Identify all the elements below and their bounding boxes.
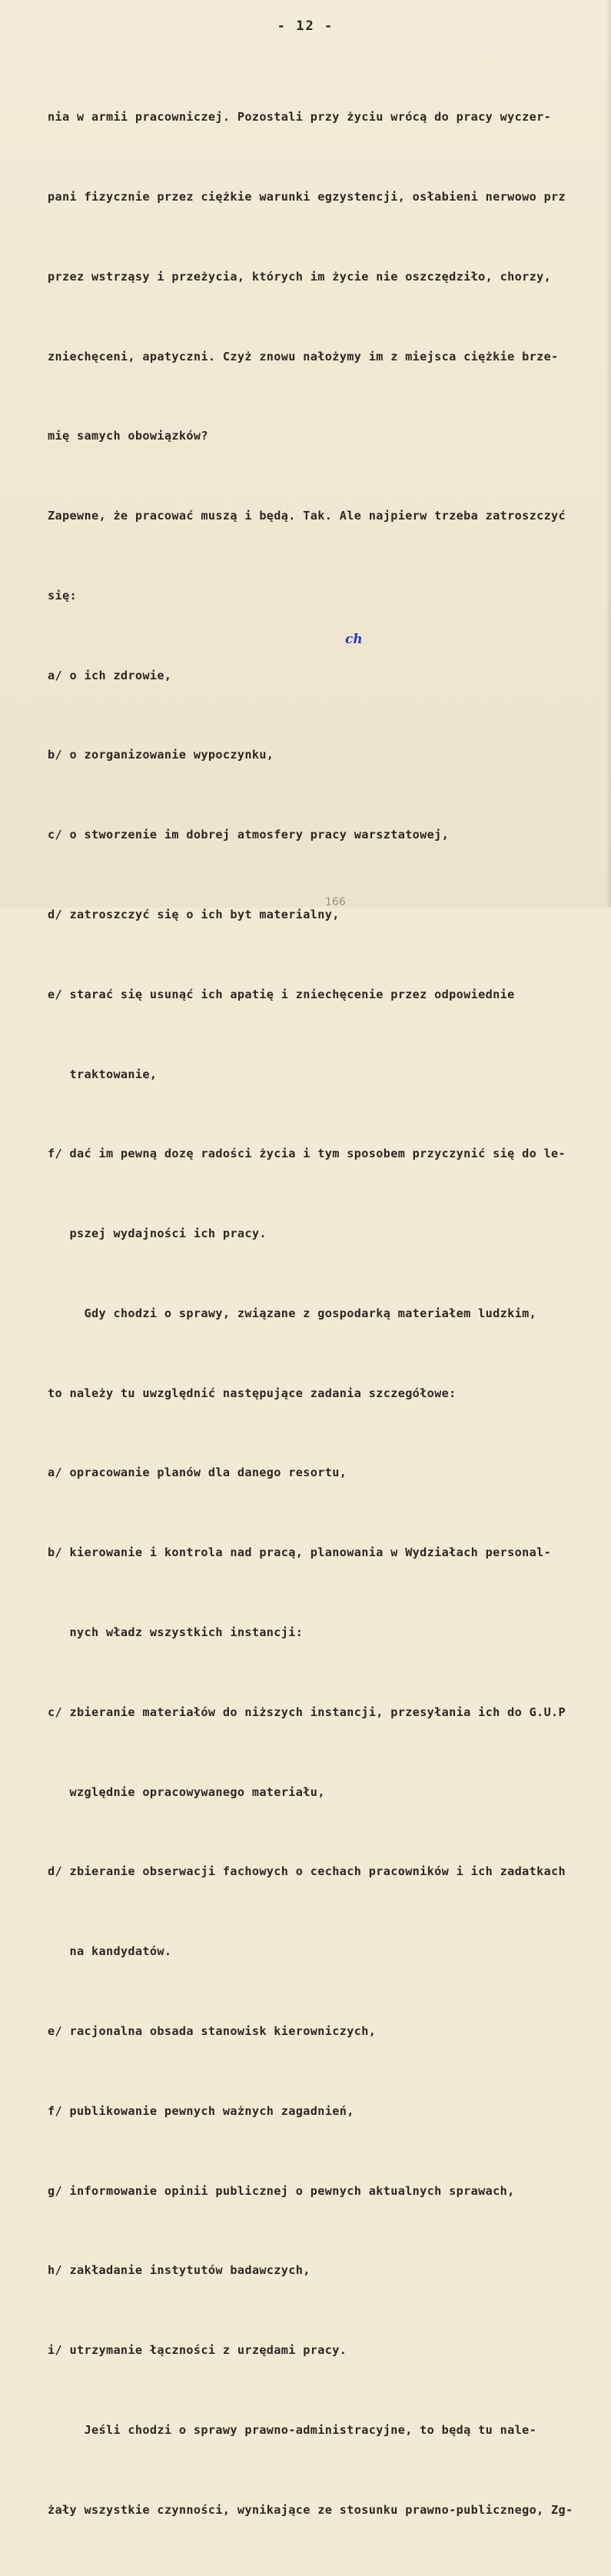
- text-line: nia w armii pracowniczej. Pozostali przy życiu wrócą do pracy wyczer-: [48, 110, 552, 124]
- list-item: f/ dać im pewną dozę radości życia i tym sposobem przyczynić się do le-: [48, 1147, 566, 1161]
- text-line: się:: [48, 588, 77, 603]
- text-line: Zapewne, że pracować muszą i będą. Tak. Ale najpierw trzeba zatroszczyć: [48, 509, 566, 523]
- text-line: Jeśli chodzi o sprawy prawno-administracyjne, to będą tu nale-: [48, 2422, 537, 2437]
- list-item: a/ o ich zdrowie,: [48, 668, 172, 682]
- list-item: d/ zbieranie obserwacji fachowych o cechach pracowników i ich zadatkach: [48, 1864, 566, 1879]
- list-item: i/ utrzymanie łączności z urzędami pracy.: [48, 2343, 347, 2358]
- text-line: pani fizycznie przez ciężkie warunki egzystencji, osłabieni nerwowo prz: [48, 189, 566, 204]
- text-line: to należy tu uwzględnić następujące zadania szczegółowe:: [48, 1386, 457, 1400]
- text-line: mię samych obowiązków?: [48, 429, 208, 443]
- archive-page-mark: 166: [325, 896, 346, 908]
- list-item-continuation: nych władz wszystkich instancji:: [48, 1625, 304, 1640]
- list-item: e/ starać się usunąć ich apatię i zniechęcenie przez odpowiednie: [48, 987, 515, 1001]
- page-edge-shadow: [606, 0, 611, 908]
- list-item: b/ kierowanie i kontrola nad pracą, planowania w Wydziałach personal-: [48, 1545, 552, 1560]
- list-item: f/ publikowanie pewnych ważnych zagadnień,: [48, 2103, 354, 2118]
- list-item: b/ o zorganizowanie wypoczynku,: [48, 748, 274, 762]
- text-line: żały wszystkie czynności, wynikające ze stosunku prawno-publicznego, Zg-: [48, 2502, 573, 2517]
- handwritten-correction: ch: [345, 632, 363, 647]
- list-item: e/ racjonalna obsada stanowisk kierowniczych,: [48, 2023, 377, 2038]
- list-item: d/ zatroszczyć się o ich byt materialny,: [48, 908, 340, 921]
- list-item: g/ informowanie opinii publicznej o pewnych aktualnych sprawach,: [48, 2183, 515, 2198]
- list-item-continuation: na kandydatów.: [48, 1944, 172, 1959]
- text-line: przez wstrząsy i przeżycia, których im życie nie oszczędziło, chorzy,: [48, 269, 552, 284]
- list-item: a/ opracowanie planów dla danego resortu,: [48, 1466, 347, 1480]
- list-item: h/ zakładanie instytutów badawczych,: [48, 2263, 310, 2278]
- text-line: Gdy chodzi o sprawy, związane z gospodarką materiałem ludzkim,: [48, 1306, 537, 1320]
- page-number: - 12 -: [277, 18, 334, 34]
- list-item: c/ zbieranie materiałów do niższych instancji, przesyłania ich do G.U.P: [48, 1705, 566, 1719]
- list-item-continuation: pszej wydajności ich pracy.: [48, 1227, 267, 1241]
- list-item-continuation: względnie opracowywanego materiału,: [48, 1784, 325, 1799]
- list-item-continuation: traktowanie,: [48, 1067, 158, 1081]
- list-item: c/ o stworzenie im dobrej atmosfery pracy warsztatowej,: [48, 828, 450, 842]
- body-text: [48, 51, 606, 2576]
- text-line: zniechęceni, apatyczni. Czyż znowu nałożymy im z miejsca ciężkie brze-: [48, 349, 559, 363]
